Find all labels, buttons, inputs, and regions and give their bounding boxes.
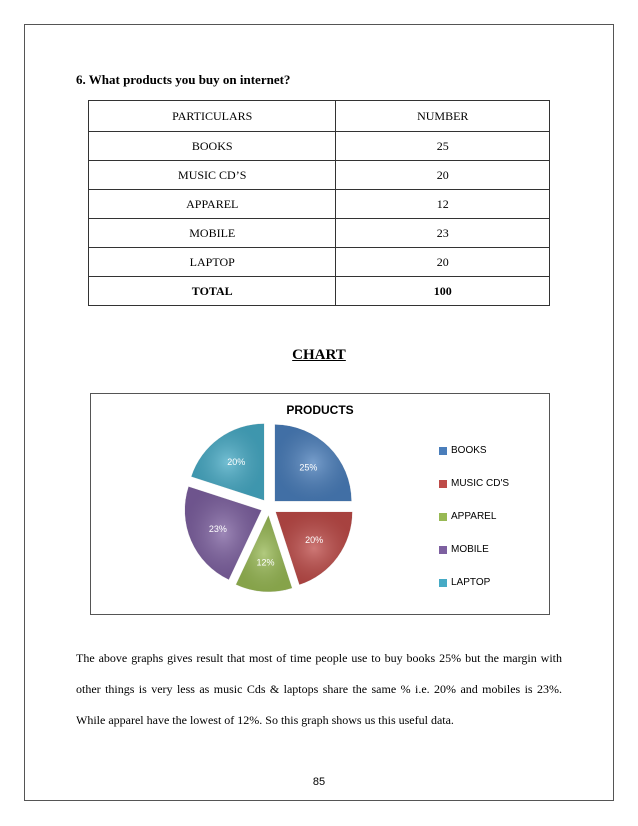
table-row [89, 248, 550, 277]
table-row [89, 132, 550, 161]
table-total-row [89, 277, 550, 306]
table-header-row [89, 101, 550, 132]
legend-item [439, 500, 509, 533]
legend-swatch [439, 480, 447, 488]
total-value: 100 [336, 277, 550, 306]
page-number: 85 [312, 776, 326, 788]
legend-item [439, 434, 509, 467]
table-row [89, 161, 550, 190]
legend-label: MOBILE [451, 544, 489, 555]
chart-heading: CHART [292, 347, 346, 363]
question-heading: 6. What products you buy on internet? [76, 72, 291, 87]
chart-title: PRODUCTS [286, 403, 354, 417]
legend-swatch [439, 447, 447, 455]
cell-number: 20 [336, 248, 550, 277]
total-label: TOTAL [89, 277, 336, 306]
legend-label: MUSIC CD'S [451, 478, 510, 489]
legend-swatch [439, 546, 447, 554]
header-number: NUMBER [336, 101, 550, 132]
pie-data-label: 25% [299, 462, 318, 473]
pie-data-label: 20% [305, 534, 324, 545]
chart-legend [439, 434, 509, 599]
cell-number: 25 [336, 132, 550, 161]
legend-swatch [439, 579, 447, 587]
cell-number: 23 [336, 219, 550, 248]
legend-label: APPAREL [451, 511, 497, 522]
cell-number: 12 [336, 190, 550, 219]
table-row [89, 219, 550, 248]
legend-label: BOOKS [451, 445, 487, 456]
cell-particular: LAPTOP [89, 248, 336, 277]
table-row [89, 190, 550, 219]
legend-item [439, 467, 509, 500]
legend-item [439, 533, 509, 566]
pie-data-label: 20% [227, 456, 246, 467]
legend-item [439, 566, 509, 599]
pie-data-label: 23% [208, 524, 227, 535]
cell-particular: MUSIC CD’S [89, 161, 336, 190]
pie-data-label: 12% [256, 557, 275, 568]
data-table [88, 100, 550, 306]
cell-number: 20 [336, 161, 550, 190]
description-paragraph: The above graphs gives result that most of time people use to buy books 25% but the margin with other things is very less as music Cds & laptops share the same % i.e. 20% and mobiles is 23%. While apparel have the lowest of 12%. So this graph shows us this useful data. [76, 651, 562, 727]
cell-particular: APPAREL [89, 190, 336, 219]
cell-particular: BOOKS [89, 132, 336, 161]
cell-particular: MOBILE [89, 219, 336, 248]
legend-label: LAPTOP [451, 577, 491, 588]
header-particulars: PARTICULARS [89, 101, 336, 132]
chart-container [90, 393, 550, 615]
legend-swatch [439, 513, 447, 521]
